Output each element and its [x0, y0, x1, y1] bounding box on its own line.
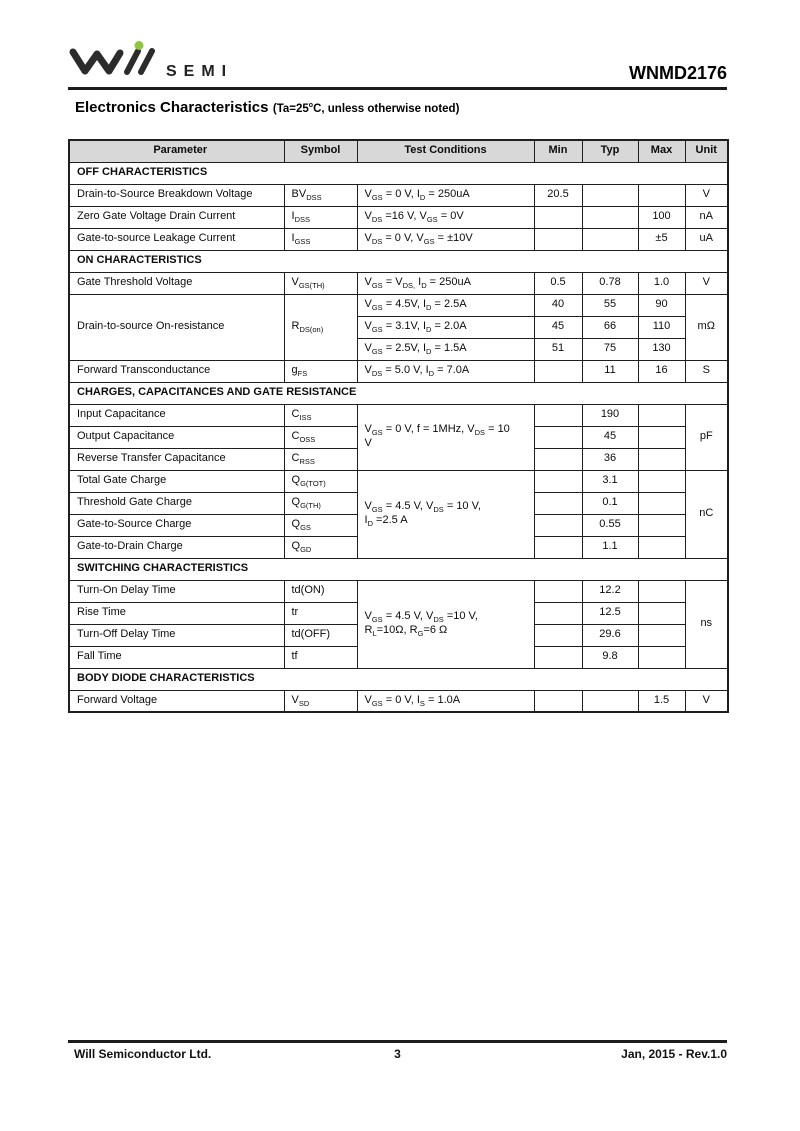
min-cell: 51	[534, 338, 582, 360]
title-note: ($Ta=25^oC$, unless otherwise noted)	[272, 102, 460, 115]
param-cell: Forward Voltage	[69, 690, 284, 712]
col-header-min: Min	[534, 140, 582, 162]
min-cell: 40	[534, 294, 582, 316]
symbol-cell: tr	[284, 602, 357, 624]
unit-cell: mΩ	[685, 294, 728, 360]
unit-cell: S	[685, 360, 728, 382]
unit-cell: nA	[685, 206, 728, 228]
param-cell: Drain-to-source On-resistance	[69, 294, 284, 360]
typ-cell: 75	[582, 338, 638, 360]
cond-cell: $V_{GS} = 0$ V, f = 1MHz, $V_{DS} = 10$ V	[357, 404, 534, 470]
section-header-row	[69, 382, 728, 404]
will-logo-icon	[68, 40, 156, 83]
symbol-cell: $Q_{GD}$	[284, 536, 357, 558]
unit-cell: uA	[685, 228, 728, 250]
section-title: BODY DIODE CHARACTERISTICS	[69, 668, 728, 690]
col-header-typ: Typ	[582, 140, 638, 162]
table-row	[69, 580, 728, 602]
typ-cell: 0.1	[582, 492, 638, 514]
param-cell: Turn-On Delay Time	[69, 580, 284, 602]
symbol-cell: $Q_{GS}$	[284, 514, 357, 536]
cond-cell: $V_{GS} = 4.5$ V, $V_{DS} =10$ V, $R_L=10\Omega$, $R_G=6$ Ω	[357, 580, 534, 668]
symbol-cell: $g_{FS}$	[284, 360, 357, 382]
cond-cell: $V_{GS} = 3.1V$, $I_D = 2.0A$	[357, 316, 534, 338]
max-cell	[638, 492, 685, 514]
typ-cell	[582, 206, 638, 228]
min-cell	[534, 206, 582, 228]
footer-company: Will Semiconductor Ltd.	[74, 1047, 212, 1061]
unit-cell: V	[685, 272, 728, 294]
symbol-cell: td(OFF)	[284, 624, 357, 646]
symbol-cell: $C_{OSS}$	[284, 426, 357, 448]
cond-cell: $V_{DS} = 0$ V, $V_{GS} = \pm 10V$	[357, 228, 534, 250]
min-cell: 0.5	[534, 272, 582, 294]
table-row	[69, 360, 728, 382]
cond-cell: $V_{GS} = 0$ V, $I_S = 1.0A$	[357, 690, 534, 712]
param-cell: Turn-Off Delay Time	[69, 624, 284, 646]
part-number: WNMD2176	[628, 63, 727, 83]
section-title: ON CHARACTERISTICS	[69, 250, 728, 272]
min-cell	[534, 536, 582, 558]
param-cell: Rise Time	[69, 602, 284, 624]
param-cell: Gate-to-Drain Charge	[69, 536, 284, 558]
symbol-cell: $Q_{G(TOT)}$	[284, 470, 357, 492]
symbol-cell: $R_{DS(on)}$	[284, 294, 357, 360]
symbol-cell: td(ON)	[284, 580, 357, 602]
title-main: Electronics Characteristics	[75, 99, 269, 116]
param-cell: Forward Transconductance	[69, 360, 284, 382]
min-cell	[534, 602, 582, 624]
brand-semi-label: SEMI	[166, 63, 234, 80]
symbol-cell: $Q_{G(TH)}$	[284, 492, 357, 514]
typ-cell: 0.78	[582, 272, 638, 294]
typ-cell: 3.1	[582, 470, 638, 492]
max-cell: ±5	[638, 228, 685, 250]
col-header-symbol: Symbol	[284, 140, 357, 162]
footer-rule	[68, 1040, 727, 1043]
page-footer	[68, 1047, 727, 1065]
section-title: OFF CHARACTERISTICS	[69, 162, 728, 184]
max-cell: 130	[638, 338, 685, 360]
param-cell: Threshold Gate Charge	[69, 492, 284, 514]
min-cell: 20.5	[534, 184, 582, 206]
cond-cell: $V_{GS} = V_{DS,}$ $I_D = 250uA$	[357, 272, 534, 294]
typ-cell: 1.1	[582, 536, 638, 558]
table-row	[69, 404, 728, 426]
cond-cell: $V_{DS} = 5.0$ V, $I_D = 7.0A$	[357, 360, 534, 382]
col-header-test-conditions: Test Conditions	[357, 140, 534, 162]
typ-cell: 12.2	[582, 580, 638, 602]
page-title	[75, 99, 459, 117]
param-cell: Total Gate Charge	[69, 470, 284, 492]
cond-cell: $V_{DS} =16$ V, $V_{GS} = 0V$	[357, 206, 534, 228]
symbol-cell: $I_{DSS}$	[284, 206, 357, 228]
symbol-cell: tf	[284, 646, 357, 668]
typ-cell: 9.8	[582, 646, 638, 668]
param-cell: Drain-to-Source Breakdown Voltage	[69, 184, 284, 206]
min-cell	[534, 624, 582, 646]
unit-cell: ns	[685, 580, 728, 668]
symbol-cell: $I_{GSS}$	[284, 228, 357, 250]
section-header-row	[69, 558, 728, 580]
param-cell: Gate-to-Source Charge	[69, 514, 284, 536]
max-cell	[638, 426, 685, 448]
col-header-unit: Unit	[685, 140, 728, 162]
table-row	[69, 184, 728, 206]
typ-cell: 190	[582, 404, 638, 426]
max-cell: 16	[638, 360, 685, 382]
table-row	[69, 206, 728, 228]
footer-revision: Jan, 2015 - Rev.1.0	[621, 1047, 727, 1061]
typ-cell: 12.5	[582, 602, 638, 624]
max-cell: 1.5	[638, 690, 685, 712]
typ-cell: 66	[582, 316, 638, 338]
typ-cell	[582, 690, 638, 712]
symbol-cell: $C_{RSS}$	[284, 448, 357, 470]
param-cell: Fall Time	[69, 646, 284, 668]
typ-cell: 0.55	[582, 514, 638, 536]
unit-cell: nC	[685, 470, 728, 558]
min-cell	[534, 228, 582, 250]
brand-logo	[68, 40, 233, 87]
typ-cell: 45	[582, 426, 638, 448]
min-cell	[534, 690, 582, 712]
col-header-max: Max	[638, 140, 685, 162]
symbol-cell: $V_{SD}$	[284, 690, 357, 712]
param-cell: Zero Gate Voltage Drain Current	[69, 206, 284, 228]
max-cell	[638, 536, 685, 558]
max-cell	[638, 646, 685, 668]
cond-cell: $V_{GS} = 2.5V$, $I_D = 1.5A$	[357, 338, 534, 360]
section-header-row	[69, 162, 728, 184]
typ-cell: 55	[582, 294, 638, 316]
max-cell	[638, 624, 685, 646]
typ-cell: 36	[582, 448, 638, 470]
max-cell	[638, 448, 685, 470]
param-cell: Gate-to-source Leakage Current	[69, 228, 284, 250]
min-cell	[534, 360, 582, 382]
typ-cell	[582, 228, 638, 250]
min-cell: 45	[534, 316, 582, 338]
min-cell	[534, 492, 582, 514]
characteristics-table	[68, 139, 729, 713]
table-row	[69, 294, 728, 316]
typ-cell	[582, 184, 638, 206]
unit-cell: pF	[685, 404, 728, 470]
param-cell: Gate Threshold Voltage	[69, 272, 284, 294]
min-cell	[534, 580, 582, 602]
unit-cell: V	[685, 690, 728, 712]
section-header-row	[69, 668, 728, 690]
footer-page-number: 3	[394, 1047, 401, 1061]
section-title: CHARGES, CAPACITANCES AND GATE RESISTANCE	[69, 382, 728, 404]
typ-cell: 11	[582, 360, 638, 382]
symbol-cell: $V_{GS(TH)}$	[284, 272, 357, 294]
max-cell	[638, 184, 685, 206]
param-cell: Reverse Transfer Capacitance	[69, 448, 284, 470]
max-cell: 110	[638, 316, 685, 338]
min-cell	[534, 448, 582, 470]
max-cell: 90	[638, 294, 685, 316]
min-cell	[534, 470, 582, 492]
max-cell	[638, 580, 685, 602]
max-cell	[638, 514, 685, 536]
max-cell: 100	[638, 206, 685, 228]
cond-cell: $V_{GS} = 4.5V$, $I_D = 2.5A$	[357, 294, 534, 316]
section-header-row	[69, 250, 728, 272]
section-title: SWITCHING CHARACTERISTICS	[69, 558, 728, 580]
table-row	[69, 690, 728, 712]
page-header	[68, 44, 727, 90]
max-cell: 1.0	[638, 272, 685, 294]
table-row	[69, 228, 728, 250]
cond-cell: $V_{GS} = 0$ V, $I_D = 250uA$	[357, 184, 534, 206]
max-cell	[638, 404, 685, 426]
min-cell	[534, 514, 582, 536]
max-cell	[638, 602, 685, 624]
param-cell: Input Capacitance	[69, 404, 284, 426]
symbol-cell: $C_{ISS}$	[284, 404, 357, 426]
param-cell: Output Capacitance	[69, 426, 284, 448]
min-cell	[534, 426, 582, 448]
col-header-parameter: Parameter	[69, 140, 284, 162]
cond-cell: $V_{GS} = 4.5$ V, $V_{DS} = 10$ V, $I_D =2.5$ A	[357, 470, 534, 558]
table-row	[69, 272, 728, 294]
unit-cell: V	[685, 184, 728, 206]
min-cell	[534, 646, 582, 668]
table-header-row	[69, 140, 728, 162]
max-cell	[638, 470, 685, 492]
min-cell	[534, 404, 582, 426]
symbol-cell: $BV_{DSS}$	[284, 184, 357, 206]
typ-cell: 29.6	[582, 624, 638, 646]
table-row	[69, 470, 728, 492]
